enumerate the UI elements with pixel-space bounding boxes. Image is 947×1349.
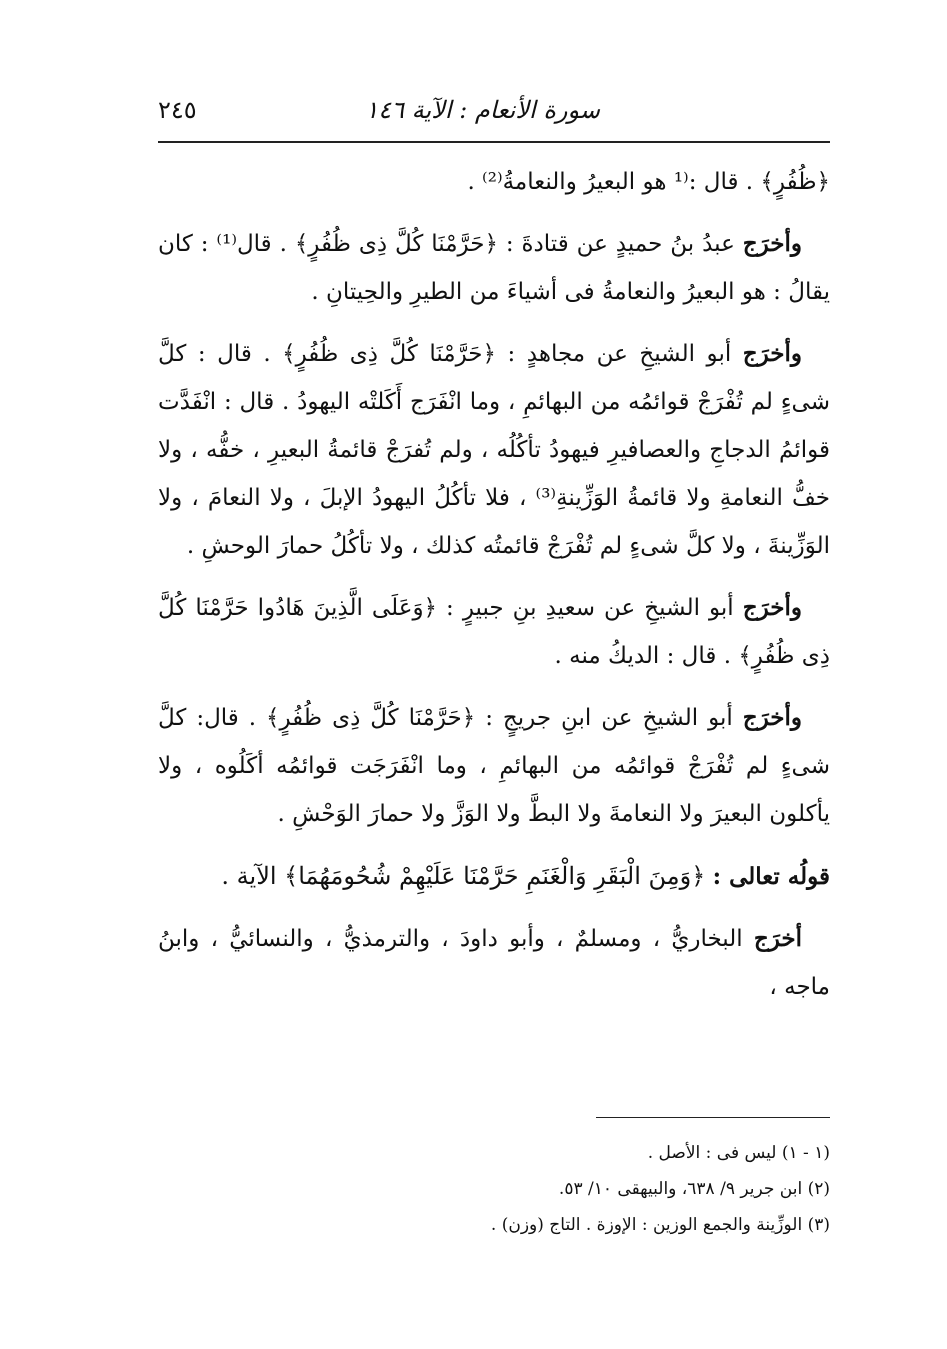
page-header bbox=[158, 92, 830, 136]
paragraph-text: أبو الشيخِ عن مجاهدٍ : ﴿حَرَّمْنَا كُلَّ ذِى ظُفُرٍ﴾ . قال : كلَّ شىءٍ لم تُفْرَجْ قوائمُه من البهائمِ ، وما انْفَرَج أَكَلتْه اليهودُ . قال : انْفَدَّت قوائمُ الدجاجِ والعصافيرِ فيهودُ تأكُلُه ، ولم تُفرَجْ قائمةُ البعيرِ ، خفُّه ، ولا خفُّ النعامةِ ولا قائمةُ الوَزِّينةِ⁽³⁾ ، فلا تأكُلُ اليهودُ الإبلَ ، ولا النعامَ ، ولا الوَزِّينةَ ، ولا كلَّ شىءٍ لم تُفْرَجْ قائمتُه كذلك ، ولا تأكُلُ حمارَ الوحشِ . bbox=[158, 341, 831, 559]
paragraph-text: ﴿وَمِنَ الْبَقَرِ وَالْغَنَمِ حَرَّمْنَا عَلَيْهِمْ شُحُومَهُمَا﴾ الآية . bbox=[221, 862, 706, 890]
paragraph-lead: وأخرَج bbox=[742, 230, 803, 257]
paragraph-text: أبو الشيخِ عن ابنِ جريجٍ : ﴿حَرَّمْنَا كُلَّ ذِى ظُفُرٍ﴾ . قال: كلَّ شىءٍ لم تُفْرَجْ قوائمُه من البهائمِ ، وما انْفَرَجَت قوائمُه أكَلُوه ، ولا يأكلون البعيرَ ولا النعامةَ ولا البطَّ ولا الوَزَّ ولا حمارَ الوَحْشِ . bbox=[158, 705, 830, 827]
paragraph-bukhari bbox=[158, 915, 830, 1011]
paragraph-qatada bbox=[158, 220, 830, 316]
paragraph-verse-heading bbox=[158, 852, 830, 901]
paragraph-text: البخاريُّ ، ومسلمٌ ، وأبو داودَ ، والترمذيُّ ، والنسائيُّ ، وابنُ ماجه ، bbox=[158, 926, 830, 1000]
paragraph-said-ibn-jubayr bbox=[158, 584, 830, 680]
paragraph-mujahid bbox=[158, 330, 830, 570]
footnote-1: (١ - ١) ليس فى : الأصل . bbox=[647, 1143, 830, 1163]
page-number: ٢٤٥ bbox=[158, 96, 197, 124]
footnote-rule bbox=[596, 1117, 830, 1118]
paragraph-lead: وأخرَج bbox=[742, 340, 802, 367]
paragraph-lead: وأخرَج bbox=[742, 704, 803, 731]
paragraph-ibn-jurayj bbox=[158, 694, 830, 838]
paragraph-continuation bbox=[158, 158, 830, 206]
paragraph-text: أبو الشيخِ عن سعيدِ بنِ جبيرٍ : ﴿وَعَلَى الَّذِينَ هَادُوا حَرَّمْنَا كُلَّ ذِى ظُفُرٍ﴾ . قال : الديكُ منه . bbox=[158, 595, 830, 669]
main-text bbox=[158, 158, 830, 1025]
paragraph-lead: قولُه تعالى : bbox=[712, 863, 830, 890]
paragraph-text: عبدُ بنُ حميدٍ عن قتادةَ : ﴿حَرَّمْنَا كُلَّ ذِى ظُفُرٍ﴾ . قال⁽¹⁾ : كان يقالُ : هو البعيرُ والنعامةُ فى أشياءَ من الطيرِ والحِيتانِ . bbox=[158, 231, 830, 305]
footnote-2: (٢) ابن جرير ٩/ ٦٣٨، والبيهقى ١٠/ ٥٣. bbox=[558, 1179, 830, 1199]
footnote-3: (٣) الوزِّينة والجمع الوزين : الإوزة . التاج (وزن) . bbox=[490, 1215, 830, 1235]
paragraph-lead: وأخرَج bbox=[742, 594, 802, 621]
header-rule bbox=[158, 141, 830, 143]
footnotes bbox=[158, 1135, 830, 1243]
running-title: سورة الأنعام : الآية ١٤٦ bbox=[365, 96, 600, 124]
paragraph-lead: أخرَج bbox=[753, 925, 803, 952]
paragraph-text: ﴿ظُفُرٍ﴾ . قال :⁽¹ هو البعيرُ والنعامةُ⁽²⁾ . bbox=[467, 169, 830, 195]
